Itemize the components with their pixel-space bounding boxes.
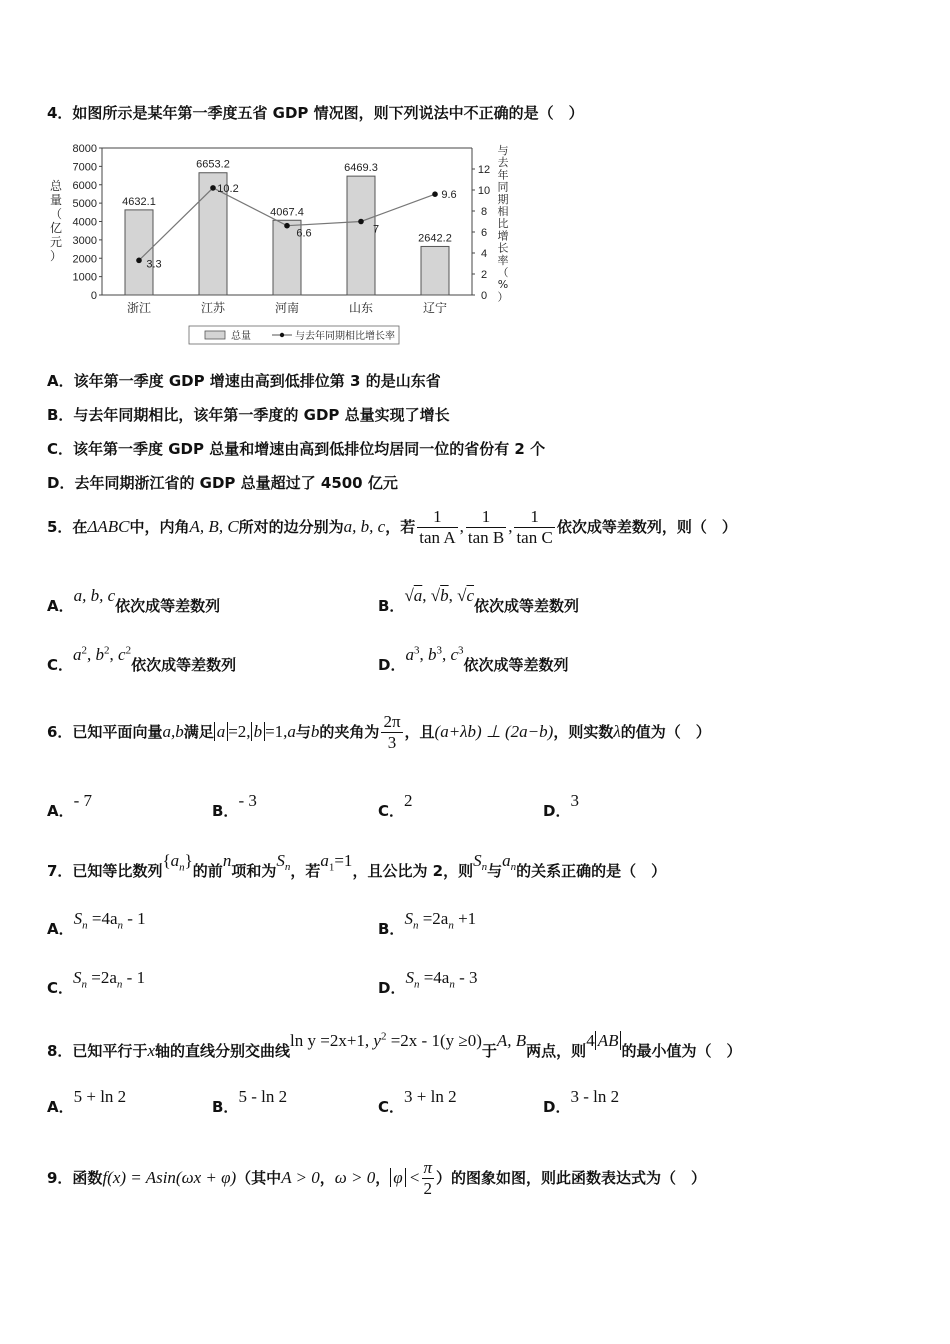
y2-axis-label-char: 长 <box>497 241 509 255</box>
y2-tick-label: 0 <box>480 290 488 302</box>
y-tick-label: 4000 <box>72 216 97 229</box>
growth-value-label: 3.3 <box>146 258 162 271</box>
bar <box>347 176 375 295</box>
legend-line-marker <box>280 333 284 337</box>
y-tick-label: 0 <box>90 290 97 302</box>
q5-angles: A, B, C <box>189 517 239 536</box>
bar-value-label: 6653.2 <box>196 158 230 171</box>
y-axis-label-char: （ <box>49 207 63 221</box>
y-tick-label: 3000 <box>72 234 97 247</box>
y-tick-label: 1000 <box>72 271 97 284</box>
q8-stem: 8．已知平行于x轴的直线分别交曲线ln y =2x+1, $y^2 =2x - 1(y \ge 0)$于A, B两点，则4 AB的最小值为（ ） <box>47 1030 742 1060</box>
growth-value-label: 10.2 <box>217 182 239 195</box>
legend-bar-label: 总量 <box>231 331 251 342</box>
q8-option-b: B．5 - ln 2 <box>212 1087 288 1116</box>
y2-tick-label: 4 <box>480 248 488 260</box>
growth-point <box>432 191 438 197</box>
q8-option-d: D．3 - ln 2 <box>543 1087 620 1116</box>
growth-point <box>358 219 364 225</box>
q9-stem: 9．函数f(x) = Asin(ωx + φ)（其中A > 0，ω > 0， φ < $\frac{\pi}{2}$ ）的图象如图，则此函数表达式为（ ） <box>47 1158 707 1198</box>
q6-option-a: A．- 7 <box>47 791 93 820</box>
q6-angle-frac: $\frac{2\pi}{3}$ <box>383 712 401 752</box>
y-axis-label-char: 总 <box>49 179 63 193</box>
y2-axis-label-char: 增 <box>497 229 509 243</box>
legend-bar-swatch <box>205 331 225 339</box>
y2-tick-label: 6 <box>480 227 488 239</box>
growth-value-label: 6.6 <box>296 227 312 240</box>
y2-axis-label-char: % <box>497 278 509 292</box>
y-tick-label: 8000 <box>72 143 97 155</box>
q8-option-c: C．3 + ln 2 <box>378 1087 457 1116</box>
y2-axis-label-char: ） <box>497 290 509 304</box>
q6-option-b: B．- 3 <box>212 791 257 820</box>
y2-axis-label-char: 率 <box>497 253 509 267</box>
x-tick-label: 辽宁 <box>422 301 448 315</box>
q5-frac-c: $\frac{1}{\text{tan C}}$ <box>516 507 553 547</box>
y-tick-label: 2000 <box>72 253 97 266</box>
q7-option-a: A．$S_n =4a_n - 1$ <box>47 909 146 938</box>
y-tick-label: 5000 <box>72 198 97 211</box>
q5-option-b: B．√a, √b, √c依次成等差数列 <box>378 586 580 615</box>
gdp-chart <box>47 138 527 353</box>
q6-option-d: D．3 <box>543 791 579 820</box>
y-axis-label-char: 量 <box>49 193 63 207</box>
y-axis-label-char: 元 <box>49 235 63 249</box>
q4-option-b: B．与去年同期相比，该年第一季度的 GDP 总量实现了增长 <box>47 406 450 424</box>
y2-axis-label-char: 同 <box>497 180 509 194</box>
q4-stem: 4．如图所示是某年第一季度五省 GDP 情况图，则下列说法中不正确的是（ ） <box>47 104 584 122</box>
q9-frac: $\frac{\pi}{2}$ <box>423 1158 433 1198</box>
bar <box>125 210 153 295</box>
q5-sides: a, b, c <box>343 517 386 536</box>
growth-value-label: 9.6 <box>441 189 457 202</box>
y-axis-label-char: 亿 <box>49 221 63 235</box>
y2-tick-label: 2 <box>480 269 488 281</box>
y-axis-label-char: ） <box>49 249 63 263</box>
q8-option-a: A．5 + ln 2 <box>47 1087 127 1116</box>
y2-tick-label: 8 <box>480 206 488 218</box>
q7-option-c: C．$S_n =2a_n - 1$ <box>47 968 146 997</box>
y2-axis-label-char: 相 <box>497 205 509 218</box>
bar-value-label: 6469.3 <box>344 162 378 175</box>
q6-stem: 6．已知平面向量a,b满足 a =2, b =1,a与b的夹角为 $\frac{2\pi}{3}$ ，且(a+λb) ⊥ (2a−b)，则实数λ的值为（ ） <box>47 712 711 752</box>
q7-option-d: D．$S_n =4a_n - 3$ <box>378 968 478 997</box>
q5-stem: 5．在ΔABC中，内角A, B, C所对的边分别为a, b, c，若 $\frac{1}{\text{tan A}}$ , $\frac{1}{\text{tan B}}$ , $\frac{1}{\text{tan C}}$ 依次成等差数列，则（ ） <box>47 507 737 547</box>
x-tick-label: 河南 <box>274 301 300 315</box>
y2-axis-label-char: （ <box>497 266 509 279</box>
legend-line-label: 与去年同期相比增长率 <box>295 331 395 342</box>
q5-option-d: D．$a^3$, $b^3$, $c^3$依次成等差数列 <box>378 644 569 674</box>
bar-value-label: 4067.4 <box>270 206 304 219</box>
q5-frac-a: $\frac{1}{\text{tan A}}$ <box>419 507 456 547</box>
y2-axis-label-char: 比 <box>497 217 509 231</box>
q4-option-a: A．该年第一季度 GDP 增速由高到低排位第 3 的是山东省 <box>47 372 441 390</box>
bar-value-label: 2642.2 <box>418 232 452 245</box>
q4-option-d: D．去年同期浙江省的 GDP 总量超过了 4500 亿元 <box>47 474 398 492</box>
y2-axis-label-char: 去 <box>497 156 509 170</box>
y2-tick-label: 10 <box>477 185 491 197</box>
y-tick-label: 6000 <box>72 179 97 192</box>
y2-axis-label-char: 年 <box>497 168 509 182</box>
q5-option-a: A．a, b, c依次成等差数列 <box>47 586 221 615</box>
growth-point <box>210 185 216 191</box>
bar-value-label: 4632.1 <box>122 195 156 208</box>
y2-tick-label: 12 <box>477 164 491 176</box>
x-tick-label: 山东 <box>348 301 374 315</box>
growth-value-label: 7 <box>372 223 380 236</box>
x-tick-label: 江苏 <box>200 301 226 315</box>
q5-frac-b: $\frac{1}{\text{tan B}}$ <box>467 507 505 547</box>
q5-option-c: C．$a^2$, $b^2$, $c^2$依次成等差数列 <box>47 644 237 674</box>
y-tick-label: 7000 <box>72 161 97 174</box>
q6-option-c: C．2 <box>378 791 413 820</box>
growth-point <box>136 258 142 264</box>
growth-point <box>284 223 290 229</box>
y2-axis-label-char: 期 <box>497 192 509 206</box>
x-tick-label: 浙江 <box>126 301 152 315</box>
q7-option-b: B．$S_n =2a_n +1$ <box>378 909 477 938</box>
q4-option-c: C．该年第一季度 GDP 总量和增速由高到低排位均居同一位的省份有 2 个 <box>47 440 546 458</box>
q7-stem: 7．已知等比数列$\{a_n\}$的前n项和为$S_n$，若$a_1=1$，且公比为 2，则$S_n$与$a_n$的关系正确的是（ ） <box>47 851 667 880</box>
y2-axis-label-char: 与 <box>497 144 509 157</box>
q5-triangle: ΔABC <box>87 517 130 536</box>
bar <box>421 246 449 295</box>
